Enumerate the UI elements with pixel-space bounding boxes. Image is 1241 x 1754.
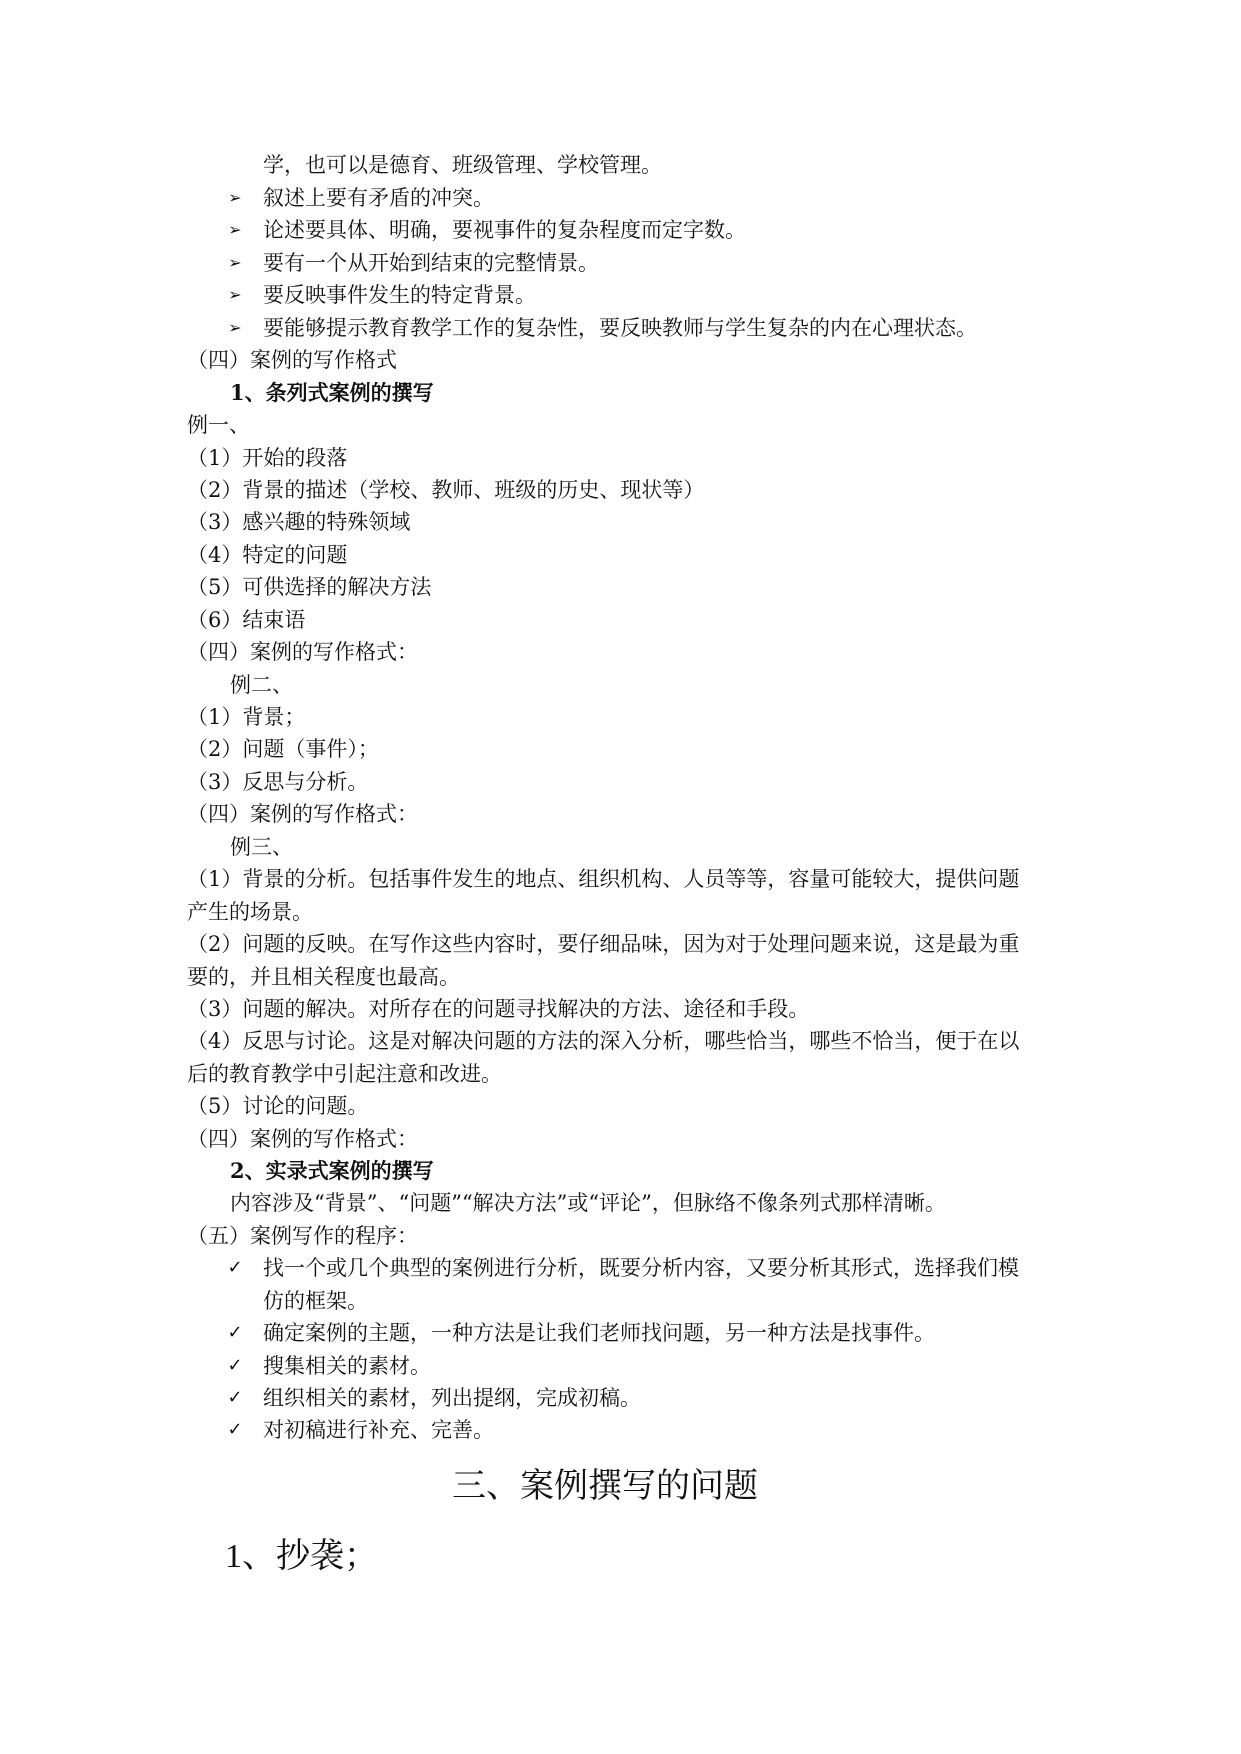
list-item: （2）背景的描述（学校、教师、班级的历史、现状等） — [187, 478, 705, 502]
list-item: （1）开始的段落 — [187, 446, 348, 470]
sub-heading: 1、条列式案例的撰写 — [230, 380, 434, 405]
section-heading: （四）案例的写作格式 — [187, 348, 397, 372]
bullet-text: 搜集相关的素材。 — [263, 1354, 431, 1378]
sub-heading: 2、实录式案例的撰写 — [230, 1158, 434, 1183]
list-item: （1）背景； — [187, 705, 306, 729]
example-label: 例一、 — [187, 413, 250, 437]
bullet-text: 叙述上要有矛盾的冲突。 — [263, 186, 494, 210]
arrow-bullet-item — [225, 248, 1125, 278]
section-heading: （四）案例的写作格式： — [187, 1127, 418, 1151]
example-label: 例三、 — [230, 835, 293, 859]
bullet-text: 找一个或几个典型的案例进行分析，既要分析内容，又要分析其形式，选择我们模 — [263, 1256, 1019, 1280]
check-bullet-item — [225, 1351, 1125, 1381]
list-item: （2）问题（事件）； — [187, 737, 379, 761]
bullet-text: 组织相关的素材，列出提纲，完成初稿。 — [263, 1386, 641, 1410]
check-bullet-item — [225, 1318, 1125, 1348]
list-item-continuation: 产生的场景。 — [187, 900, 313, 924]
arrow-bullet-item — [225, 313, 1125, 343]
arrow-bullet-item — [225, 215, 1125, 245]
example-label: 例二、 — [230, 673, 293, 697]
arrow-bullet-icon: ➢ — [228, 220, 242, 239]
arrow-bullet-item — [225, 183, 1125, 213]
list-item: （1）背景的分析。包括事件发生的地点、组织机构、人员等等，容量可能较大，提供问题 — [187, 867, 1020, 891]
list-item: （3）反思与分析。 — [187, 770, 369, 794]
list-item-continuation: 后的教育教学中引起注意和改进。 — [187, 1062, 502, 1086]
bullet-text-continuation: 仿的框架。 — [263, 1289, 368, 1313]
arrow-bullet-icon: ➢ — [228, 318, 242, 337]
checkmark-icon: ✓ — [227, 1355, 243, 1376]
bullet-text: 要能够提示教育教学工作的复杂性，要反映教师与学生复杂的内在心理状态。 — [263, 316, 977, 340]
arrow-bullet-icon: ➢ — [228, 188, 242, 207]
section-heading: （四）案例的写作格式： — [187, 640, 418, 664]
list-item: （6）结束语 — [187, 608, 306, 632]
section-heading: （四）案例的写作格式： — [187, 802, 418, 826]
check-bullet-item — [225, 1253, 1125, 1283]
arrow-bullet-item — [225, 280, 1125, 310]
list-item: （3）问题的解决。对所存在的问题寻找解决的方法、途径和手段。 — [187, 997, 810, 1021]
list-item: （3）感兴趣的特殊领域 — [187, 510, 411, 534]
checkmark-icon: ✓ — [227, 1257, 243, 1278]
bullet-text: 要有一个从开始到结束的完整情景。 — [263, 251, 599, 275]
section-heading: （五）案例写作的程序： — [187, 1224, 418, 1248]
list-item: （5）可供选择的解决方法 — [187, 575, 432, 599]
bullet-text: 要反映事件发生的特定背景。 — [263, 283, 536, 307]
arrow-bullet-icon: ➢ — [228, 285, 242, 304]
list-item: （2）问题的反映。在写作这些内容时，要仔细品味，因为对于处理问题来说，这是最为重 — [187, 932, 1020, 956]
item-heading: 1、抄袭； — [225, 1538, 378, 1575]
list-item: （5）讨论的问题。 — [187, 1094, 369, 1118]
check-bullet-item — [225, 1383, 1125, 1413]
check-bullet-item — [225, 1415, 1125, 1445]
checkmark-icon: ✓ — [227, 1387, 243, 1408]
list-item: （4）反思与讨论。这是对解决问题的方法的深入分析，哪些恰当，哪些不恰当，便于在以 — [187, 1029, 1020, 1053]
arrow-bullet-icon: ➢ — [228, 253, 242, 272]
checkmark-icon: ✓ — [227, 1322, 243, 1343]
bullet-text: 论述要具体、明确，要视事件的复杂程度而定字数。 — [263, 218, 746, 242]
list-item-continuation: 要的，并且相关程度也最高。 — [187, 965, 460, 989]
bullet-text: 对初稿进行补充、完善。 — [263, 1418, 494, 1442]
list-item: （4）特定的问题 — [187, 543, 348, 567]
checkmark-icon: ✓ — [227, 1419, 243, 1440]
text-line: 学，也可以是德育、班级管理、学校管理。 — [263, 153, 662, 177]
bullet-text: 确定案例的主题，一种方法是让我们老师找问题，另一种方法是找事件。 — [263, 1321, 935, 1345]
paragraph: 内容涉及“背景”、“问题”“解决方法”或“评论”，但脉络不像条列式那样清晰。 — [230, 1191, 946, 1215]
chapter-heading: 三、案例撰写的问题 — [452, 1468, 758, 1505]
